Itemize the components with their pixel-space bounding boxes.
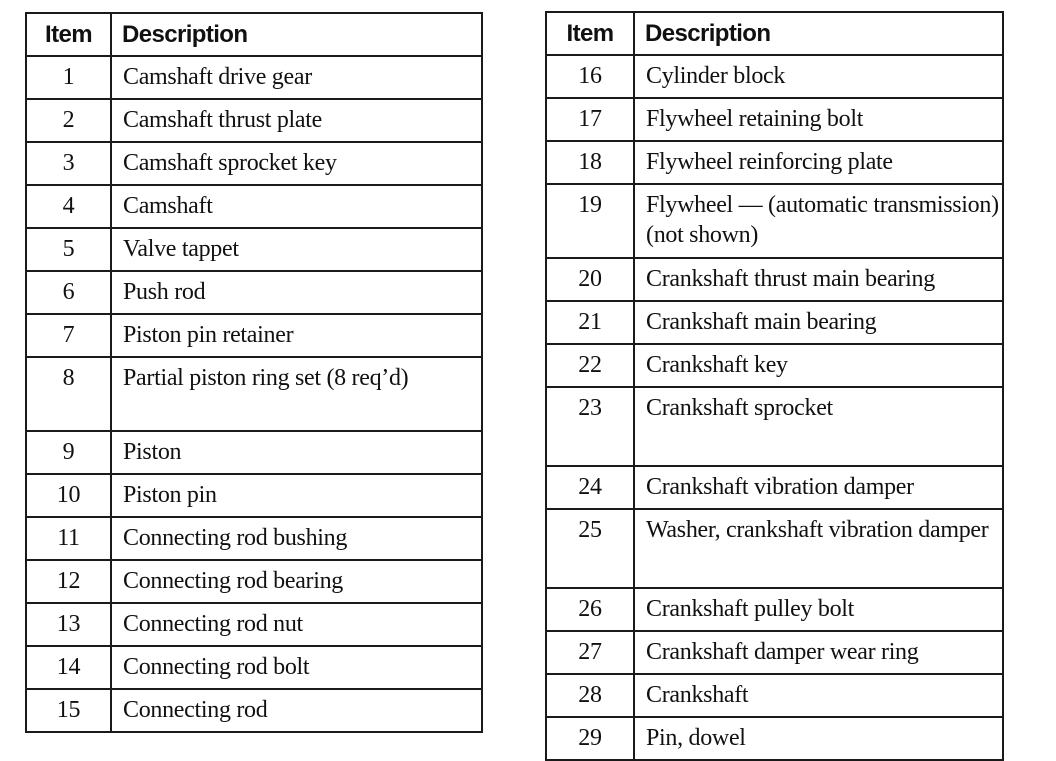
table-header-row [26,13,482,56]
item-number-cell: 19 [546,184,634,258]
table-row [546,344,1003,387]
description-cell: Partial piston ring set (8 req’d) [111,357,482,431]
table-row [26,228,482,271]
table-row [26,185,482,228]
table-row [26,603,482,646]
description-cell: Piston pin [111,474,482,517]
item-number-cell: 15 [26,689,111,732]
table-row [26,689,482,732]
item-number-cell: 10 [26,474,111,517]
description-cell: Connecting rod bushing [111,517,482,560]
column-header-description: Description [634,12,1003,55]
table-row [546,141,1003,184]
table-row [26,646,482,689]
item-number-cell: 13 [26,603,111,646]
description-cell: Piston pin retainer [111,314,482,357]
parts-table-left [25,12,483,733]
table-row [546,98,1003,141]
item-number-cell: 6 [26,271,111,314]
description-cell: Flywheel reinforcing plate [634,141,1003,184]
item-number-cell: 23 [546,387,634,466]
table-row [546,674,1003,717]
column-header-description: Description [111,13,482,56]
description-cell: Connecting rod bolt [111,646,482,689]
description-cell: Camshaft thrust plate [111,99,482,142]
item-number-cell: 29 [546,717,634,760]
description-cell: Piston [111,431,482,474]
item-number-cell: 4 [26,185,111,228]
table-row [26,431,482,474]
table-row [26,474,482,517]
table-row [546,466,1003,509]
item-number-cell: 18 [546,141,634,184]
item-number-cell: 28 [546,674,634,717]
description-cell: Connecting rod nut [111,603,482,646]
item-number-cell: 11 [26,517,111,560]
table-row [26,560,482,603]
table-row [546,631,1003,674]
description-cell: Crankshaft pulley bolt [634,588,1003,631]
table-row [546,258,1003,301]
item-number-cell: 3 [26,142,111,185]
item-number-cell: 7 [26,314,111,357]
description-cell: Camshaft [111,185,482,228]
description-cell: Crankshaft thrust main bearing [634,258,1003,301]
table-row [26,357,482,431]
item-number-cell: 1 [26,56,111,99]
item-number-cell: 14 [26,646,111,689]
item-number-cell: 8 [26,357,111,431]
description-cell: Camshaft drive gear [111,56,482,99]
description-cell: Crankshaft [634,674,1003,717]
table-row [546,387,1003,466]
item-number-cell: 20 [546,258,634,301]
table-row [546,301,1003,344]
table-header-row [546,12,1003,55]
description-cell: Crankshaft main bearing [634,301,1003,344]
item-number-cell: 25 [546,509,634,588]
table-row [546,55,1003,98]
description-cell: Pin, dowel [634,717,1003,760]
description-cell: Crankshaft vibration damper [634,466,1003,509]
description-cell: Push rod [111,271,482,314]
item-number-cell: 2 [26,99,111,142]
table-row [546,717,1003,760]
item-number-cell: 16 [546,55,634,98]
description-cell: Valve tappet [111,228,482,271]
item-number-cell: 22 [546,344,634,387]
item-number-cell: 12 [26,560,111,603]
description-cell: Washer, crankshaft vibration damper [634,509,1003,588]
table-row [26,142,482,185]
item-number-cell: 9 [26,431,111,474]
description-cell: Flywheel retaining bolt [634,98,1003,141]
description-cell: Cylinder block [634,55,1003,98]
item-number-cell: 21 [546,301,634,344]
table-row [26,271,482,314]
item-number-cell: 26 [546,588,634,631]
item-number-cell: 27 [546,631,634,674]
description-cell: Flywheel — (automatic transmission) (not shown) [634,184,1003,258]
parts-table-right [545,11,1004,761]
table-row [546,588,1003,631]
description-cell: Camshaft sprocket key [111,142,482,185]
description-cell: Crankshaft key [634,344,1003,387]
table-row [546,184,1003,258]
table-row [26,314,482,357]
column-header-item: Item [26,13,111,56]
table-row [26,517,482,560]
item-number-cell: 24 [546,466,634,509]
table-row [546,509,1003,588]
description-cell: Crankshaft damper wear ring [634,631,1003,674]
description-cell: Connecting rod [111,689,482,732]
table-row [26,56,482,99]
item-number-cell: 17 [546,98,634,141]
column-header-item: Item [546,12,634,55]
item-number-cell: 5 [26,228,111,271]
description-cell: Connecting rod bearing [111,560,482,603]
table-row [26,99,482,142]
description-cell: Crankshaft sprocket [634,387,1003,466]
